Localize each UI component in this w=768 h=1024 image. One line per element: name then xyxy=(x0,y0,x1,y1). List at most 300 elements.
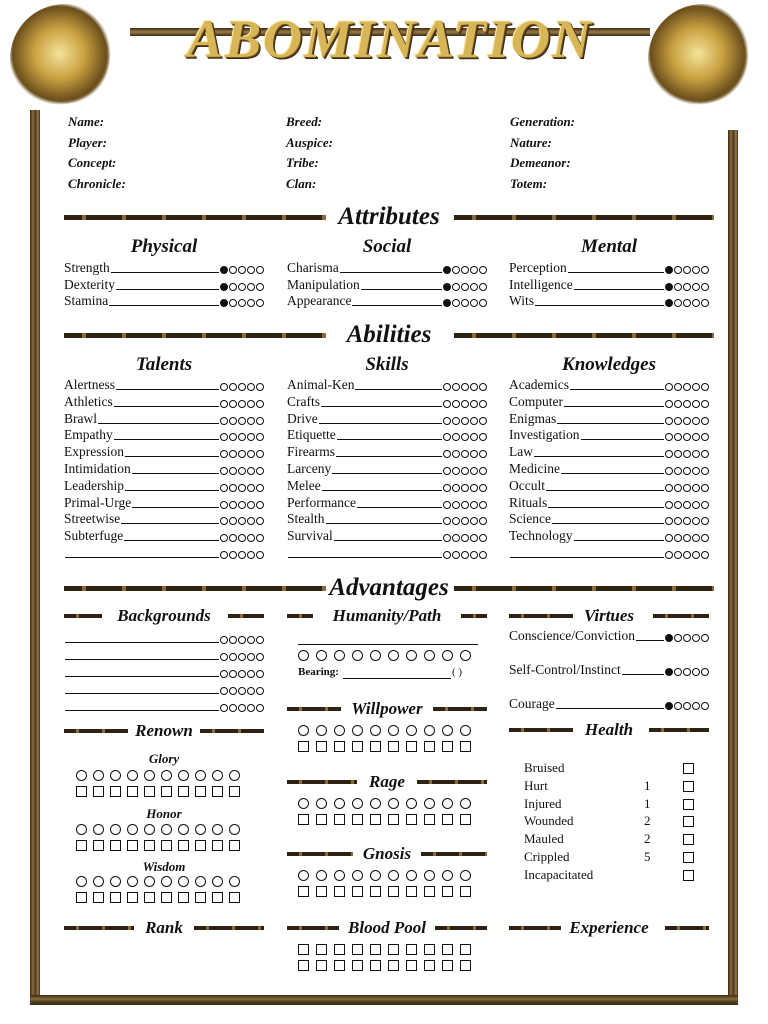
box[interactable] xyxy=(127,840,138,851)
box[interactable] xyxy=(352,814,363,825)
ability-talents-8-dots[interactable] xyxy=(220,517,264,525)
box[interactable] xyxy=(406,886,417,897)
ability-skills-2-dots[interactable] xyxy=(443,417,487,425)
dot[interactable] xyxy=(665,400,673,408)
health-box[interactable] xyxy=(683,816,694,827)
dot[interactable] xyxy=(683,433,691,441)
header-col3-field-3[interactable]: Totem: xyxy=(510,175,548,191)
humanity-path-line[interactable] xyxy=(298,644,478,645)
circle[interactable] xyxy=(424,725,435,736)
dot[interactable] xyxy=(701,702,709,710)
dot[interactable] xyxy=(238,283,246,291)
ability-skills-5[interactable] xyxy=(287,461,487,477)
dot[interactable] xyxy=(461,467,469,475)
dot[interactable] xyxy=(674,551,682,559)
circle[interactable] xyxy=(316,870,327,881)
dot[interactable] xyxy=(674,484,682,492)
dot[interactable] xyxy=(229,417,237,425)
circle[interactable] xyxy=(424,870,435,881)
dot[interactable] xyxy=(461,501,469,509)
ability-skills-9[interactable] xyxy=(287,528,487,544)
dot[interactable] xyxy=(247,400,255,408)
dot[interactable] xyxy=(683,634,691,642)
circle[interactable] xyxy=(212,770,223,781)
attr-mental-0-dots[interactable] xyxy=(665,266,709,274)
dot[interactable] xyxy=(479,283,487,291)
box[interactable] xyxy=(388,944,399,955)
dot[interactable] xyxy=(238,534,246,542)
dot[interactable] xyxy=(452,551,460,559)
box[interactable] xyxy=(316,960,327,971)
box[interactable] xyxy=(144,840,155,851)
dot[interactable] xyxy=(683,702,691,710)
box[interactable] xyxy=(334,960,345,971)
dot[interactable] xyxy=(479,467,487,475)
dot[interactable] xyxy=(665,283,673,291)
dot[interactable] xyxy=(256,501,264,509)
box[interactable] xyxy=(298,960,309,971)
dot[interactable] xyxy=(692,283,700,291)
dot[interactable] xyxy=(247,653,255,661)
circle[interactable] xyxy=(195,876,206,887)
box[interactable] xyxy=(370,886,381,897)
rage-boxes[interactable] xyxy=(298,814,471,825)
dot[interactable] xyxy=(452,299,460,307)
dot[interactable] xyxy=(683,467,691,475)
dot[interactable] xyxy=(220,484,228,492)
circle[interactable] xyxy=(388,650,399,661)
background-4-dots[interactable] xyxy=(220,704,264,712)
dot[interactable] xyxy=(220,551,228,559)
box[interactable] xyxy=(316,741,327,752)
attr-physical-1[interactable] xyxy=(64,277,264,293)
dot[interactable] xyxy=(238,433,246,441)
dot[interactable] xyxy=(461,283,469,291)
dot[interactable] xyxy=(665,484,673,492)
ability-knowledges-2-dots[interactable] xyxy=(665,417,709,425)
dot[interactable] xyxy=(701,450,709,458)
circle[interactable] xyxy=(316,798,327,809)
ability-talents-6[interactable] xyxy=(64,478,264,494)
dot[interactable] xyxy=(452,517,460,525)
dot[interactable] xyxy=(665,299,673,307)
ability-knowledges-8-dots[interactable] xyxy=(665,517,709,525)
health-box[interactable] xyxy=(683,852,694,863)
dot[interactable] xyxy=(229,551,237,559)
circle[interactable] xyxy=(93,770,104,781)
dot[interactable] xyxy=(452,283,460,291)
dot[interactable] xyxy=(692,400,700,408)
ability-knowledges-5-dots[interactable] xyxy=(665,467,709,475)
dot[interactable] xyxy=(220,467,228,475)
box[interactable] xyxy=(352,741,363,752)
dot[interactable] xyxy=(479,266,487,274)
dot[interactable] xyxy=(247,534,255,542)
dot[interactable] xyxy=(238,484,246,492)
attr-social-0[interactable] xyxy=(287,260,487,276)
circle[interactable] xyxy=(424,650,435,661)
dot[interactable] xyxy=(443,484,451,492)
box[interactable] xyxy=(161,840,172,851)
dot[interactable] xyxy=(701,634,709,642)
dot[interactable] xyxy=(229,383,237,391)
dot[interactable] xyxy=(692,634,700,642)
dot[interactable] xyxy=(256,636,264,644)
dot[interactable] xyxy=(470,283,478,291)
circle[interactable] xyxy=(352,725,363,736)
ability-knowledges-1-dots[interactable] xyxy=(665,400,709,408)
dot[interactable] xyxy=(692,551,700,559)
dot[interactable] xyxy=(461,433,469,441)
dot[interactable] xyxy=(220,299,228,307)
dot[interactable] xyxy=(665,551,673,559)
ability-talents-0-dots[interactable] xyxy=(220,383,264,391)
attr-social-2[interactable] xyxy=(287,293,487,309)
box[interactable] xyxy=(352,960,363,971)
ability-knowledges-7-dots[interactable] xyxy=(665,501,709,509)
ability-talents-10-dots[interactable] xyxy=(220,551,264,559)
dot[interactable] xyxy=(479,433,487,441)
dot[interactable] xyxy=(256,551,264,559)
dot[interactable] xyxy=(220,534,228,542)
dot[interactable] xyxy=(443,450,451,458)
dot[interactable] xyxy=(220,517,228,525)
box[interactable] xyxy=(406,814,417,825)
dot[interactable] xyxy=(674,383,682,391)
dot[interactable] xyxy=(461,400,469,408)
dot[interactable] xyxy=(443,467,451,475)
attr-social-1[interactable] xyxy=(287,277,487,293)
circle[interactable] xyxy=(388,798,399,809)
ability-skills-10-dots[interactable] xyxy=(443,551,487,559)
box[interactable] xyxy=(442,944,453,955)
box[interactable] xyxy=(370,944,381,955)
box[interactable] xyxy=(424,960,435,971)
circle[interactable] xyxy=(127,876,138,887)
ability-skills-7-dots[interactable] xyxy=(443,501,487,509)
circle[interactable] xyxy=(352,798,363,809)
ability-skills-6-dots[interactable] xyxy=(443,484,487,492)
dot[interactable] xyxy=(683,417,691,425)
willpower-boxes[interactable] xyxy=(298,741,471,752)
dot[interactable] xyxy=(470,467,478,475)
box[interactable] xyxy=(93,892,104,903)
dot[interactable] xyxy=(238,636,246,644)
box[interactable] xyxy=(460,814,471,825)
dot[interactable] xyxy=(461,417,469,425)
virtue-1-dots[interactable] xyxy=(665,668,709,676)
dot[interactable] xyxy=(247,501,255,509)
dot[interactable] xyxy=(479,299,487,307)
circle[interactable] xyxy=(229,770,240,781)
header-col1-field-1[interactable]: Player: xyxy=(68,134,107,150)
dot[interactable] xyxy=(238,400,246,408)
dot[interactable] xyxy=(701,299,709,307)
dot[interactable] xyxy=(692,501,700,509)
dot[interactable] xyxy=(256,283,264,291)
dot[interactable] xyxy=(220,417,228,425)
ability-talents-2-dots[interactable] xyxy=(220,417,264,425)
box[interactable] xyxy=(370,741,381,752)
ability-knowledges-0-dots[interactable] xyxy=(665,383,709,391)
circle[interactable] xyxy=(370,725,381,736)
ability-knowledges-3[interactable] xyxy=(509,427,709,443)
circle[interactable] xyxy=(178,824,189,835)
box[interactable] xyxy=(442,814,453,825)
dot[interactable] xyxy=(701,433,709,441)
attr-mental-2-dots[interactable] xyxy=(665,299,709,307)
ability-skills-6[interactable] xyxy=(287,478,487,494)
dot[interactable] xyxy=(701,467,709,475)
background-0[interactable] xyxy=(64,630,264,646)
dot[interactable] xyxy=(461,383,469,391)
box[interactable] xyxy=(229,840,240,851)
header-col3-field-0[interactable]: Generation: xyxy=(510,114,575,129)
box[interactable] xyxy=(406,944,417,955)
circle[interactable] xyxy=(370,650,381,661)
box[interactable] xyxy=(316,814,327,825)
circle[interactable] xyxy=(460,650,471,661)
header-col3-field-2[interactable]: Demeanor: xyxy=(510,155,571,170)
renown-0-circles[interactable] xyxy=(76,770,240,781)
ability-skills-2[interactable] xyxy=(287,411,487,427)
circle[interactable] xyxy=(161,824,172,835)
dot[interactable] xyxy=(683,668,691,676)
dot[interactable] xyxy=(443,534,451,542)
dot[interactable] xyxy=(665,668,673,676)
dot[interactable] xyxy=(229,653,237,661)
dot[interactable] xyxy=(674,534,682,542)
circle[interactable] xyxy=(110,770,121,781)
virtue-0-dots[interactable] xyxy=(665,634,709,642)
dot[interactable] xyxy=(683,283,691,291)
dot[interactable] xyxy=(256,670,264,678)
health-box[interactable] xyxy=(683,870,694,881)
circle[interactable] xyxy=(178,770,189,781)
dot[interactable] xyxy=(452,534,460,542)
circle[interactable] xyxy=(406,870,417,881)
health-box[interactable] xyxy=(683,781,694,792)
dot[interactable] xyxy=(665,634,673,642)
box[interactable] xyxy=(442,960,453,971)
dot[interactable] xyxy=(701,266,709,274)
dot[interactable] xyxy=(479,534,487,542)
dot[interactable] xyxy=(247,417,255,425)
box[interactable] xyxy=(212,840,223,851)
dot[interactable] xyxy=(229,687,237,695)
dot[interactable] xyxy=(461,450,469,458)
dot[interactable] xyxy=(683,517,691,525)
ability-talents-10[interactable] xyxy=(64,545,264,561)
dot[interactable] xyxy=(256,433,264,441)
ability-knowledges-2[interactable] xyxy=(509,411,709,427)
attr-physical-2[interactable] xyxy=(64,293,264,309)
box[interactable] xyxy=(388,814,399,825)
ability-talents-4-dots[interactable] xyxy=(220,450,264,458)
bearing-line[interactable] xyxy=(343,678,451,679)
dot[interactable] xyxy=(256,653,264,661)
virtue-2-dots[interactable] xyxy=(665,702,709,710)
box[interactable] xyxy=(334,886,345,897)
ability-talents-1-dots[interactable] xyxy=(220,400,264,408)
circle[interactable] xyxy=(316,650,327,661)
ability-talents-7[interactable] xyxy=(64,495,264,511)
ability-talents-3-dots[interactable] xyxy=(220,433,264,441)
circle[interactable] xyxy=(161,876,172,887)
dot[interactable] xyxy=(665,702,673,710)
circle[interactable] xyxy=(161,770,172,781)
circle[interactable] xyxy=(298,798,309,809)
dot[interactable] xyxy=(479,417,487,425)
box[interactable] xyxy=(460,741,471,752)
dot[interactable] xyxy=(247,283,255,291)
health-box[interactable] xyxy=(683,834,694,845)
box[interactable] xyxy=(352,886,363,897)
box[interactable] xyxy=(212,892,223,903)
dot[interactable] xyxy=(470,450,478,458)
box[interactable] xyxy=(460,944,471,955)
dot[interactable] xyxy=(256,400,264,408)
circle[interactable] xyxy=(212,876,223,887)
box[interactable] xyxy=(388,886,399,897)
box[interactable] xyxy=(424,814,435,825)
circle[interactable] xyxy=(144,824,155,835)
dot[interactable] xyxy=(443,433,451,441)
dot[interactable] xyxy=(674,417,682,425)
dot[interactable] xyxy=(701,551,709,559)
dot[interactable] xyxy=(665,383,673,391)
box[interactable] xyxy=(316,944,327,955)
circle[interactable] xyxy=(76,824,87,835)
circle[interactable] xyxy=(229,876,240,887)
virtue-2[interactable] xyxy=(509,696,709,712)
circle[interactable] xyxy=(144,770,155,781)
dot[interactable] xyxy=(247,450,255,458)
dot[interactable] xyxy=(683,383,691,391)
ability-knowledges-5[interactable] xyxy=(509,461,709,477)
dot[interactable] xyxy=(479,400,487,408)
ability-skills-3[interactable] xyxy=(287,427,487,443)
dot[interactable] xyxy=(692,266,700,274)
dot[interactable] xyxy=(238,517,246,525)
box[interactable] xyxy=(178,840,189,851)
dot[interactable] xyxy=(238,653,246,661)
ability-skills-7[interactable] xyxy=(287,495,487,511)
ability-knowledges-10-dots[interactable] xyxy=(665,551,709,559)
background-3-dots[interactable] xyxy=(220,687,264,695)
dot[interactable] xyxy=(701,383,709,391)
dot[interactable] xyxy=(229,450,237,458)
renown-1-circles[interactable] xyxy=(76,824,240,835)
dot[interactable] xyxy=(238,450,246,458)
box[interactable] xyxy=(298,814,309,825)
dot[interactable] xyxy=(674,702,682,710)
dot[interactable] xyxy=(683,400,691,408)
background-2[interactable] xyxy=(64,664,264,680)
dot[interactable] xyxy=(247,433,255,441)
attr-physical-0[interactable] xyxy=(64,260,264,276)
attr-mental-2[interactable] xyxy=(509,293,709,309)
dot[interactable] xyxy=(674,283,682,291)
dot[interactable] xyxy=(701,400,709,408)
dot[interactable] xyxy=(683,266,691,274)
dot[interactable] xyxy=(470,299,478,307)
dot[interactable] xyxy=(256,704,264,712)
dot[interactable] xyxy=(665,517,673,525)
renown-1-boxes[interactable] xyxy=(76,840,240,851)
dot[interactable] xyxy=(461,551,469,559)
dot[interactable] xyxy=(683,551,691,559)
ability-knowledges-9-dots[interactable] xyxy=(665,534,709,542)
dot[interactable] xyxy=(443,400,451,408)
dot[interactable] xyxy=(692,517,700,525)
circle[interactable] xyxy=(406,798,417,809)
circle[interactable] xyxy=(298,650,309,661)
dot[interactable] xyxy=(238,670,246,678)
dot[interactable] xyxy=(238,383,246,391)
dot[interactable] xyxy=(674,668,682,676)
circle[interactable] xyxy=(110,876,121,887)
header-col1-field-3[interactable]: Chronicle: xyxy=(68,175,126,191)
dot[interactable] xyxy=(229,299,237,307)
box[interactable] xyxy=(144,786,155,797)
dot[interactable] xyxy=(674,266,682,274)
dot[interactable] xyxy=(220,501,228,509)
ability-skills-3-dots[interactable] xyxy=(443,433,487,441)
dot[interactable] xyxy=(229,670,237,678)
box[interactable] xyxy=(424,741,435,752)
dot[interactable] xyxy=(674,634,682,642)
circle[interactable] xyxy=(442,725,453,736)
gnosis-circles[interactable] xyxy=(298,870,471,881)
dot[interactable] xyxy=(256,484,264,492)
dot[interactable] xyxy=(220,670,228,678)
box[interactable] xyxy=(195,840,206,851)
dot[interactable] xyxy=(229,704,237,712)
box[interactable] xyxy=(93,786,104,797)
box[interactable] xyxy=(229,786,240,797)
ability-talents-9[interactable] xyxy=(64,528,264,544)
dot[interactable] xyxy=(479,383,487,391)
dot[interactable] xyxy=(256,266,264,274)
ability-talents-5[interactable] xyxy=(64,461,264,477)
ability-skills-8[interactable] xyxy=(287,511,487,527)
box[interactable] xyxy=(110,786,121,797)
dot[interactable] xyxy=(443,299,451,307)
dot[interactable] xyxy=(220,266,228,274)
dot[interactable] xyxy=(247,670,255,678)
background-0-dots[interactable] xyxy=(220,636,264,644)
dot[interactable] xyxy=(674,299,682,307)
renown-2-circles[interactable] xyxy=(76,876,240,887)
circle[interactable] xyxy=(229,824,240,835)
dot[interactable] xyxy=(692,467,700,475)
circle[interactable] xyxy=(460,798,471,809)
circle[interactable] xyxy=(406,650,417,661)
attr-mental-0[interactable] xyxy=(509,260,709,276)
box[interactable] xyxy=(424,944,435,955)
dot[interactable] xyxy=(479,450,487,458)
rage-circles[interactable] xyxy=(298,798,471,809)
box[interactable] xyxy=(370,960,381,971)
dot[interactable] xyxy=(220,653,228,661)
dot[interactable] xyxy=(256,517,264,525)
ability-knowledges-8[interactable] xyxy=(509,511,709,527)
box[interactable] xyxy=(93,840,104,851)
dot[interactable] xyxy=(674,433,682,441)
dot[interactable] xyxy=(665,433,673,441)
dot[interactable] xyxy=(452,400,460,408)
